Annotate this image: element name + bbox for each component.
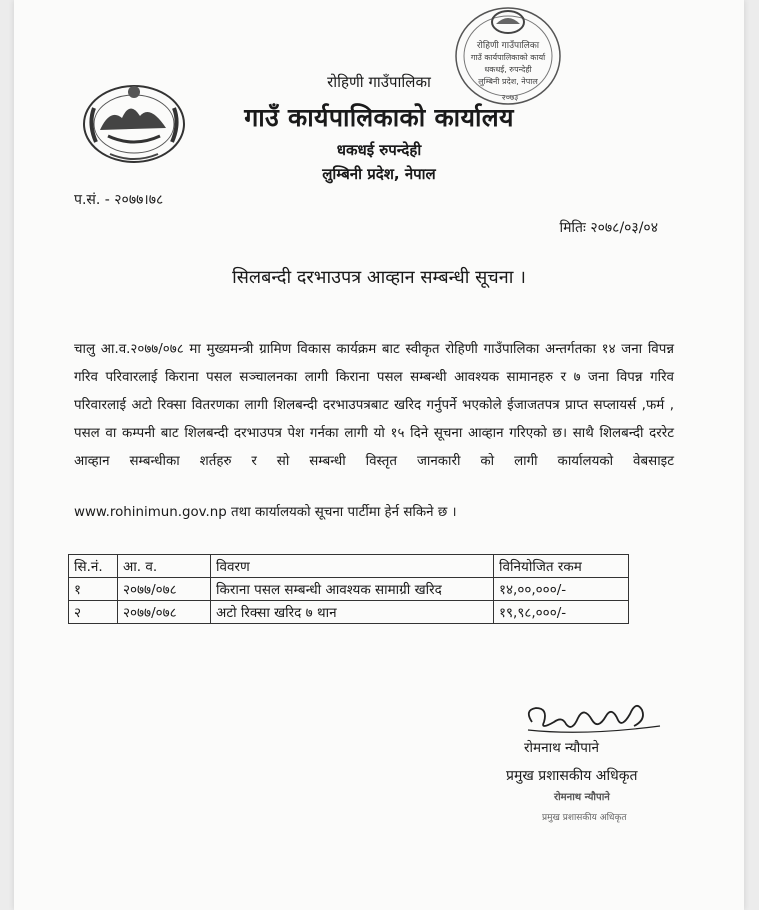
notice-subject: सिलबन्दी दरभाउपत्र आव्हान सम्बन्धी सूचना । xyxy=(232,267,526,288)
notice-body: चालु आ.व.२०७७/०७८ मा मुख्यमन्त्री ग्रामिण विकास कार्यक्रम बाट स्वीकृत रोहिणी गाउँपालिका अन्तर्गतका १४ जना विपन्न गरिव परिवारलाई किराना पसल सञ्चालनका लागी किराना पसल सम्बन्धी आवश्यक सामानहरु र ७ जना विपन्न गरिव परिवारलाई अटो रिक्सा वितरणका लागी शिलबन्दी दरभाउपत्रबाट खरिद गर्नुपर्ने भएकोले ईजाजतपत्र प्राप्त सप्लायर्स ,फर्म , पसल वा कम्पनी बाट शिलबन्दी दरभाउपत्र पेश गर्नका लागी यो १५ दिने सूचना आव्हान गरिएको छ। साथै शिलबन्दी दररेट आव्हान सम्बन्धीका शर्तहरु र सो सम्बन्धी विस्तृत जानकारी को लागी कार्यालयको वेबसाइट xyxy=(74,342,674,469)
office-place: धकधई रुपन्देही xyxy=(336,141,422,159)
svg-text:धकधई, रुपन्देही: धकधई, रुपन्देही xyxy=(484,65,532,74)
allocation-table xyxy=(68,554,629,624)
svg-text:रोमनाथ न्यौपाने: रोमनाथ न्यौपाने xyxy=(554,792,610,803)
table-cell: २०७७/०७८ xyxy=(118,601,211,624)
table-cell: किराना पसल सम्बन्धी आवश्यक सामाग्री खरिद xyxy=(211,578,494,601)
svg-text:गाउँ कार्यपालिकाको कार्या: गाउँ कार्यपालिकाको कार्या xyxy=(470,53,546,62)
svg-text:लुम्बिनी प्रदेश, नेपाल: लुम्बिनी प्रदेश, नेपाल xyxy=(478,77,538,86)
table-header-cell: विवरण xyxy=(211,555,494,578)
office-title: गाउँ कार्यपालिकाको कार्यालय xyxy=(244,103,514,132)
handwritten-signature-icon xyxy=(514,692,664,738)
svg-text:२०७३: २०७३ xyxy=(501,93,519,102)
table-cell: अटो रिक्सा खरिद ७ थान xyxy=(211,601,494,624)
notice-date: मितिः २०७८/०३/०४ xyxy=(559,220,658,236)
svg-text:प्रमुख प्रशासकीय अधिकृत: प्रमुख प्रशासकीय अधिकृत xyxy=(542,813,627,823)
table-header-row xyxy=(69,555,629,578)
signatory-stamp-icon xyxy=(534,786,664,828)
signatory-name: रोमनाथ न्यौपाने xyxy=(524,740,599,756)
signatory-title: प्रमुख प्रशासकीय अधिकृत xyxy=(506,768,638,784)
table-cell: १४,००,०००/- xyxy=(494,578,629,601)
office-seal-stamp-icon xyxy=(452,4,564,108)
table-row xyxy=(69,578,629,601)
table-cell: १९,९८,०००/- xyxy=(494,601,629,624)
notice-document xyxy=(14,0,744,910)
table-header-cell: आ. व. xyxy=(118,555,211,578)
table-header-cell: विनियोजित रकम xyxy=(494,555,629,578)
table-header-cell: सि.नं. xyxy=(69,555,118,578)
notice-body-last-line: www.rohinimun.gov.np तथा कार्यालयको सूचना पार्टीमा हेर्न सकिने छ । xyxy=(74,505,457,520)
table-row xyxy=(69,601,629,624)
reference-number: प.सं. - २०७७।७८ xyxy=(74,192,164,208)
municipality-name: रोहिणी गाउँपालिका xyxy=(327,73,431,91)
table-cell: २ xyxy=(69,601,118,624)
svg-text:रोहिणी गाउँपालिका: रोहिणी गाउँपालिका xyxy=(476,41,540,51)
table-cell: १ xyxy=(69,578,118,601)
office-province: लुम्बिनी प्रदेश, नेपाल xyxy=(322,165,436,183)
table-cell: २०७७/०७८ xyxy=(118,578,211,601)
